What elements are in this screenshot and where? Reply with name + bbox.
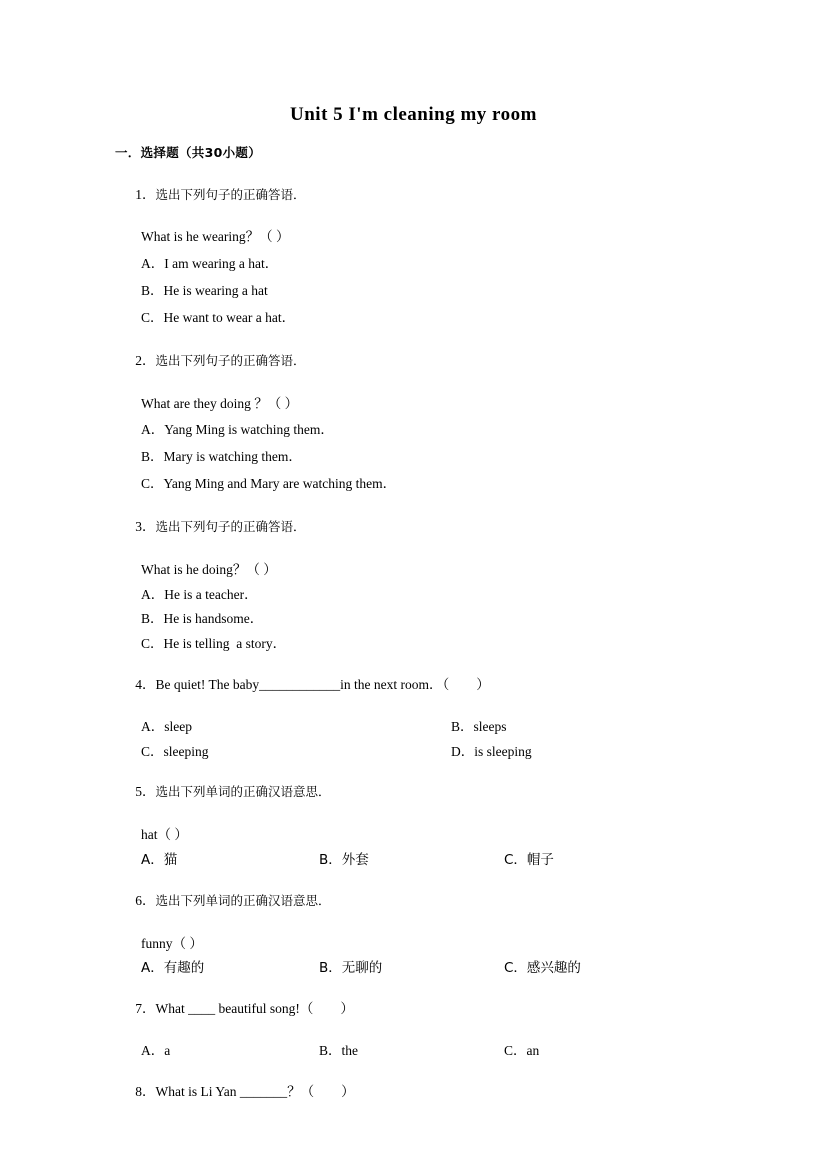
option-b: B．sleeps (451, 718, 507, 734)
option-row (141, 422, 827, 439)
section-heading: 一．选择题（共30小题） (115, 144, 261, 160)
option-row (141, 1043, 827, 1060)
option-a: A．Yang Ming is watching them． (141, 422, 334, 438)
question-stem-line (115, 660, 827, 711)
question-prompt (115, 876, 827, 927)
option-b: B．the (319, 1042, 358, 1058)
option-c: C．帽子 (504, 852, 554, 869)
question-number: 3． (135, 518, 156, 534)
question-stem: funny（ ） (141, 935, 203, 951)
option-row (141, 719, 827, 736)
option-c: C．感兴趣的 (504, 960, 581, 977)
question-prompt (115, 502, 827, 553)
question-item (115, 768, 827, 869)
question-item (115, 660, 827, 760)
option-row (141, 611, 827, 628)
question-number: 1． (135, 186, 156, 202)
question-stem: What are they doing ？（ ） (141, 395, 299, 411)
option-a: A．He is a teacher． (141, 586, 258, 602)
option-row (141, 960, 827, 977)
question-item (115, 876, 827, 977)
option-c: C．He is telling a story． (141, 636, 287, 652)
option-b: B．Mary is watching them． (141, 449, 302, 465)
question-prompt-text: 选出下列句子的正确答语． (155, 518, 306, 534)
option-row (141, 449, 827, 466)
question-prompt-text: 选出下列句子的正确答语． (155, 352, 306, 368)
option-b: B．He is handsome． (141, 611, 264, 627)
question-number: 8． (135, 1083, 156, 1099)
question-stem: What is he wearing？（ ） (141, 229, 290, 245)
question-prompt-text: 选出下列单词的正确汉语意思． (155, 784, 331, 800)
option-a: A．I am wearing a hat． (141, 256, 279, 272)
question-stem: What is Li Yan _______？（ ） (155, 1083, 355, 1099)
question-item (115, 336, 827, 493)
question-item (115, 984, 827, 1060)
option-row (141, 587, 827, 604)
question-item (115, 502, 827, 653)
option-row (141, 852, 827, 869)
question-item (115, 170, 827, 327)
question-prompt (115, 336, 827, 387)
option-row (141, 476, 827, 493)
question-number: 7． (135, 1001, 156, 1017)
option-c: C．an (504, 1042, 540, 1058)
question-stem: hat（ ） (141, 827, 188, 843)
page-title: Unit 5 I'm cleaning my room (290, 104, 537, 125)
question-prompt (115, 170, 827, 221)
question-number: 4． (135, 677, 156, 693)
question-prompt-text: 选出下列单词的正确汉语意思． (155, 892, 331, 908)
option-c: C．sleeping (141, 743, 209, 759)
option-b: B．无聊的 (319, 960, 383, 977)
question-number: 2． (135, 352, 156, 368)
option-c: C．He want to wear a hat． (141, 310, 296, 326)
question-item (115, 1067, 827, 1118)
option-row (141, 744, 827, 761)
question-number: 6． (135, 892, 156, 908)
option-row (141, 636, 827, 653)
question-stem: Be quiet! The baby____________in the next room．（ ） (155, 677, 490, 693)
option-row (141, 310, 827, 327)
question-stem-line (115, 984, 827, 1035)
option-a: A．sleep (141, 718, 192, 734)
option-row (141, 256, 827, 273)
question-stem: What is he doing？（ ） (141, 561, 277, 577)
option-a: A．猫 (141, 852, 178, 869)
question-stem-line (115, 1067, 827, 1118)
option-a: A．有趣的 (141, 960, 205, 977)
question-prompt-text: 选出下列句子的正确答语． (155, 186, 306, 202)
option-b: B．He is wearing a hat (141, 283, 268, 299)
option-row (141, 283, 827, 300)
question-number: 5． (135, 784, 156, 800)
question-prompt (115, 768, 827, 819)
option-c: C．Yang Ming and Mary are watching them． (141, 476, 397, 492)
option-a: A．a (141, 1042, 171, 1058)
option-d: D．is sleeping (451, 743, 532, 759)
option-b: B．外套 (319, 852, 369, 869)
question-stem: What ____ beautiful song!（ ） (155, 1001, 354, 1017)
